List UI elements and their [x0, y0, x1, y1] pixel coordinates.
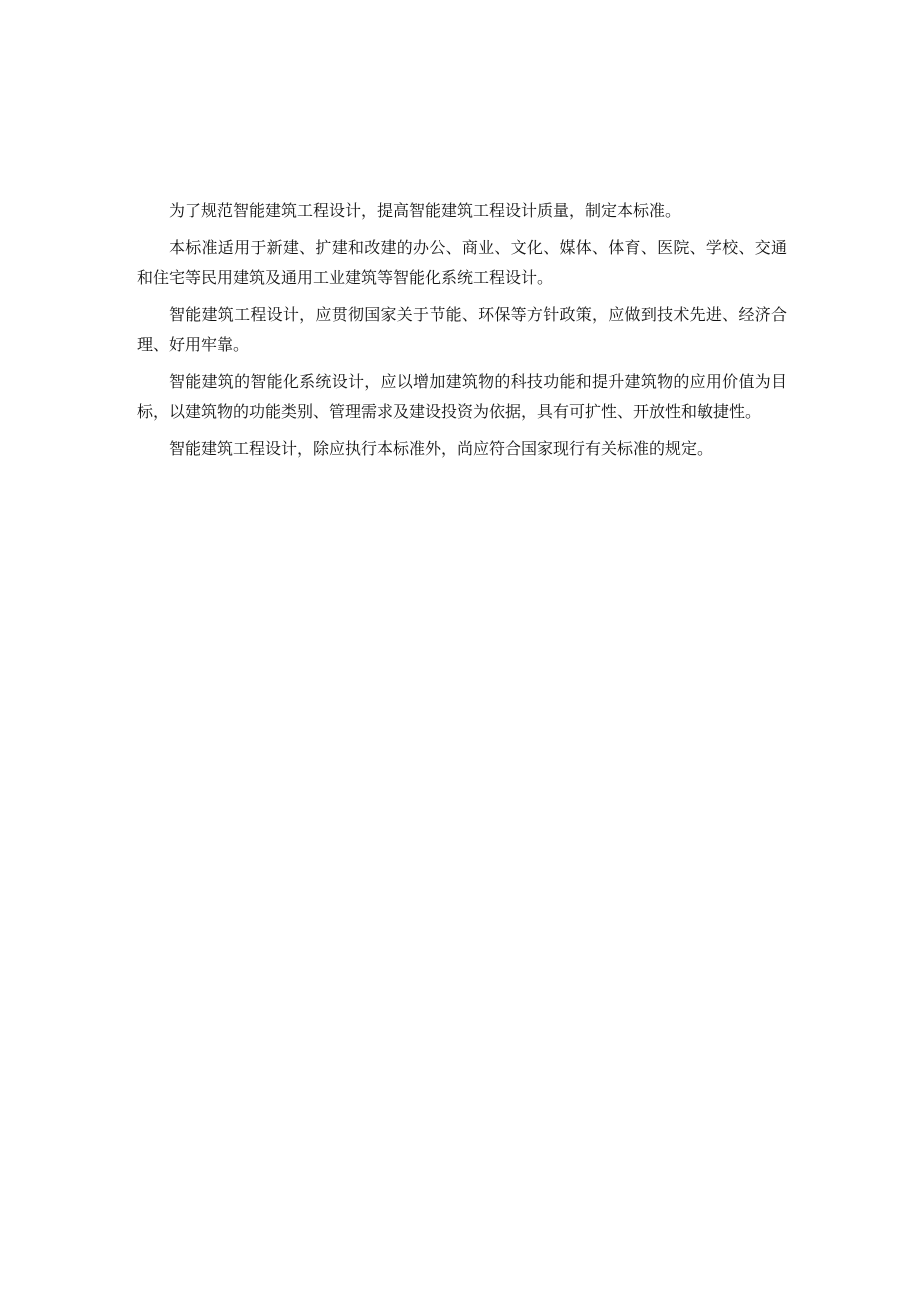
paragraph-scope: 本标准适用于新建、扩建和改建的办公、商业、文化、媒体、体育、医院、学校、交通和住宅等民用建筑及通用工业建筑等智能化系统工程设计。: [137, 238, 787, 287]
document-body: [137, 196, 787, 471]
paragraph-compliance: 智能建筑工程设计，除应执行本标准外，尚应符合国家现行有关标准的规定。: [169, 439, 714, 458]
paragraph-purpose: 为了规范智能建筑工程设计，提高智能建筑工程设计质量，制定本标准。: [169, 201, 682, 220]
paragraph-policy: 智能建筑工程设计，应贯彻国家关于节能、环保等方针政策，应做到技术先进、经济合理、好用牢靠。: [137, 305, 787, 354]
paragraph-system-design: 智能建筑的智能化系统设计，应以增加建筑物的科技功能和提升建筑物的应用价值为目标，以建筑物的功能类别、管理需求及建设投资为依据，具有可扩性、开放性和敏捷性。: [137, 372, 787, 421]
